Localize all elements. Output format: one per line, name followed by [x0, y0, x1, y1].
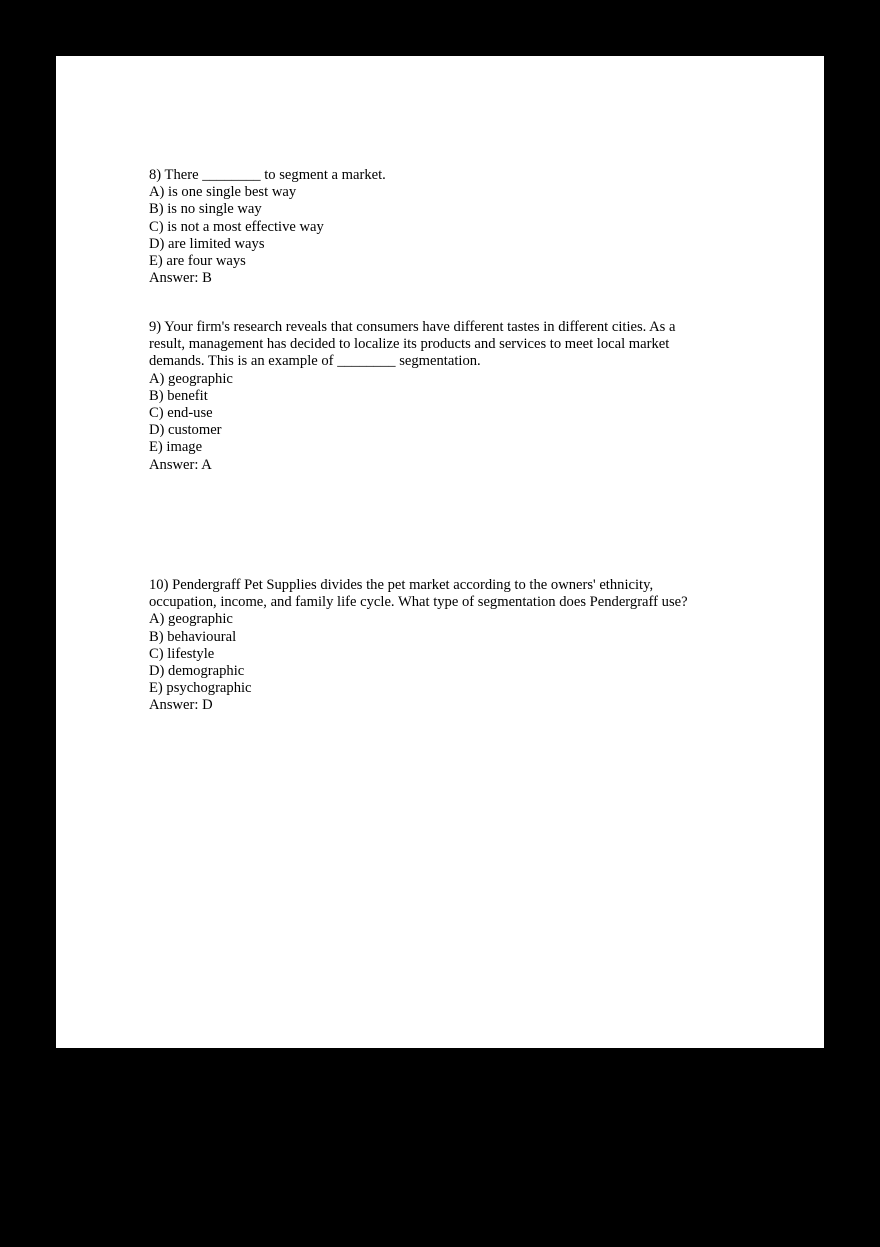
option-a: A) geographic [149, 611, 233, 628]
question-stem: 8) There ________ to segment a market. [149, 167, 386, 183]
answer: Answer: D [149, 697, 213, 714]
option-c: C) is not a most effective way [149, 218, 324, 235]
option-e: E) image [149, 439, 203, 456]
question-stem-line: 10) Pendergraff Pet Supplies divides the pet market according to the owners' ethnicity, [149, 577, 654, 593]
question-9 [149, 319, 719, 474]
answer: Answer: B [149, 270, 212, 287]
option-e: E) psychographic [149, 680, 252, 697]
option-b: B) benefit [149, 387, 208, 404]
option-b: B) is no single way [149, 201, 262, 218]
option-d: D) are limited ways [149, 235, 265, 252]
document-page [56, 56, 824, 1048]
option-c: C) end-use [149, 405, 213, 422]
question-stem-line: 9) Your firm's research reveals that consumers have different tastes in different cities. As a [149, 319, 676, 335]
question-stem-line: result, management has decided to localize its products and services to meet local market [149, 336, 670, 353]
option-d: D) demographic [149, 663, 245, 680]
question-10 [149, 577, 719, 715]
option-d: D) customer [149, 422, 222, 439]
option-c: C) lifestyle [149, 645, 215, 662]
question-8 [149, 167, 719, 287]
question-stem-line: demands. This is an example of ________ segmentation. [149, 353, 481, 370]
answer: Answer: A [149, 456, 212, 473]
option-a: A) is one single best way [149, 184, 297, 201]
option-e: E) are four ways [149, 253, 246, 270]
question-stem-line: occupation, income, and family life cycle. What type of segmentation does Pendergraff use? [149, 594, 688, 611]
option-b: B) behavioural [149, 628, 237, 645]
option-a: A) geographic [149, 370, 233, 387]
